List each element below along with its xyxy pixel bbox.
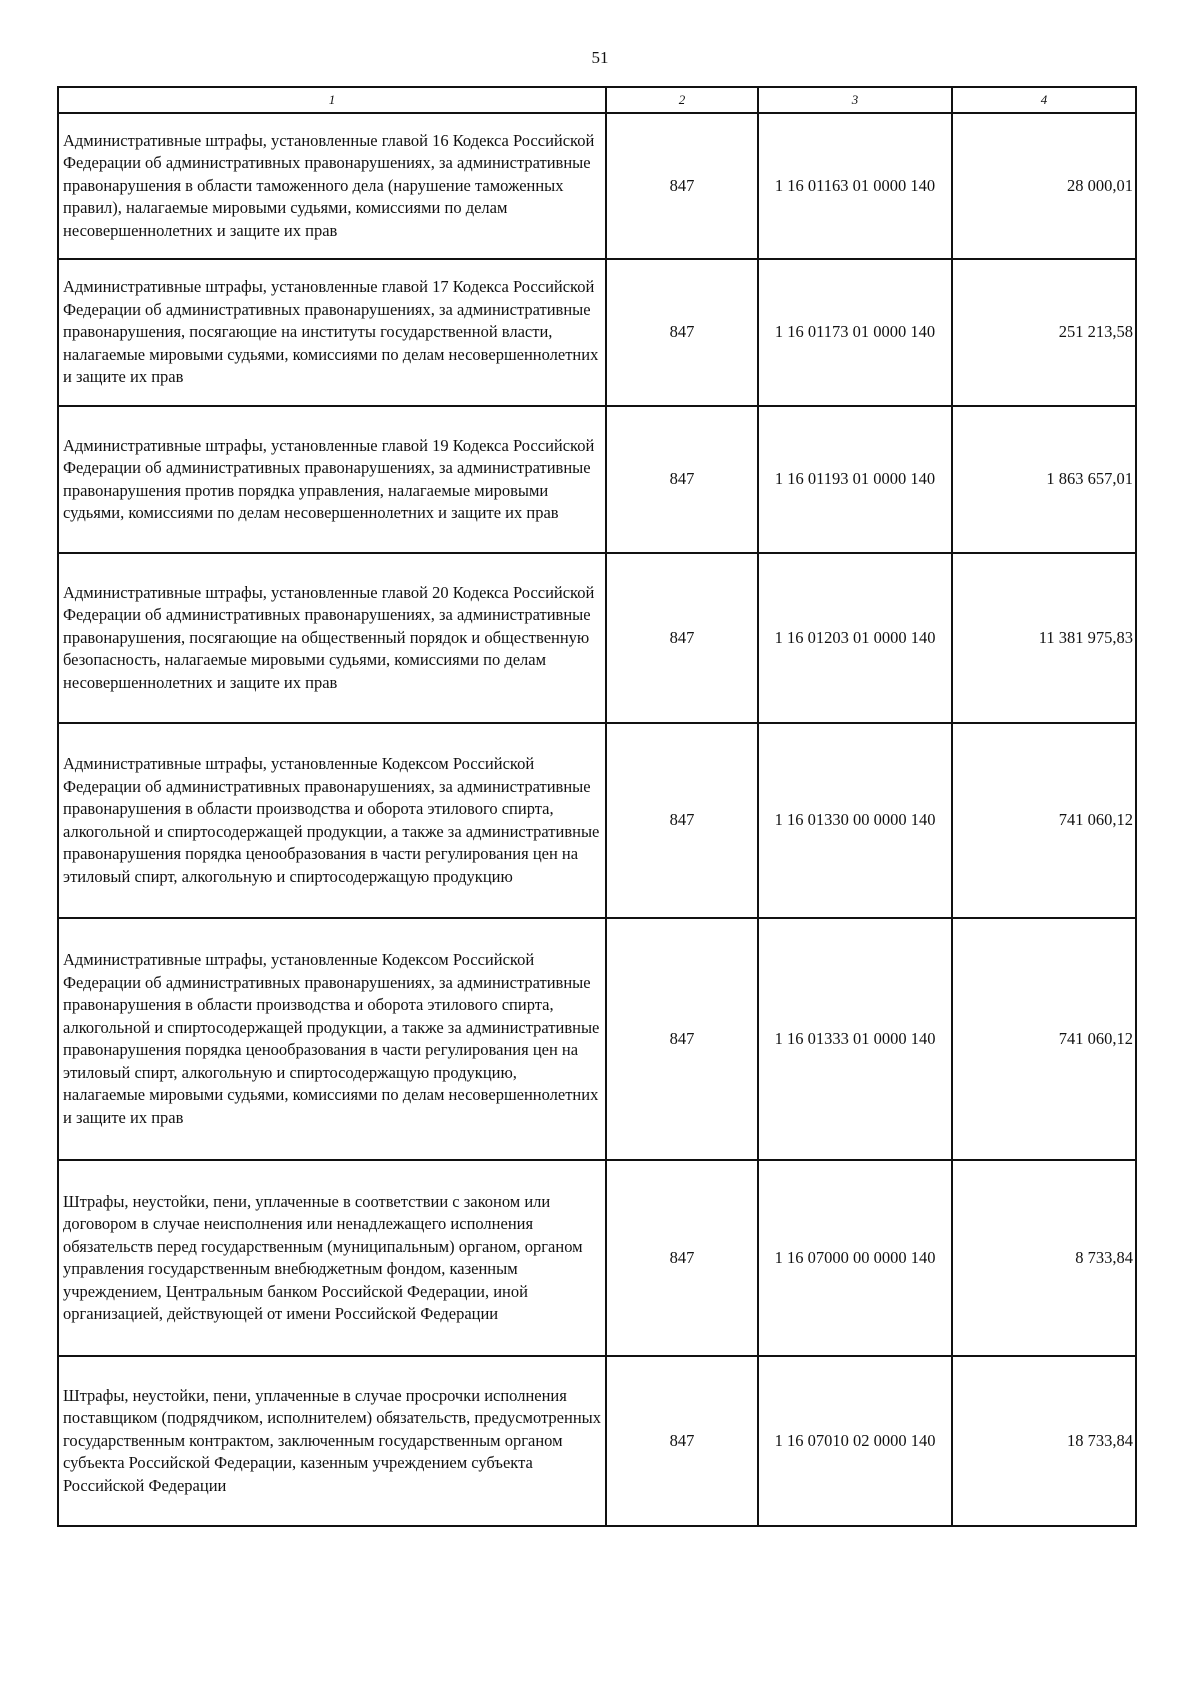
row-admin-code: 847 [606,259,758,406]
header-col-2: 2 [606,87,758,113]
row-name: Административные штрафы, установленные Кодексом Российской Федерации об административных правонарушениях, за административные правонарушения в области производства и оборота этилового спирта, алкогольной и спиртосодержащей продукции, а также за административные правонарушения порядка ценообразования в части регулирования цен на этиловый спирт, алкогольную и спиртосодержащую продукцию, налагаемые мировыми судьями, комиссиями по делам несовершеннолетних и защите их прав [58,918,606,1160]
row-budget-code: 1 16 01193 01 0000 140 [758,406,952,553]
row-amount: 18 733,84 [952,1356,1136,1526]
row-admin-code: 847 [606,918,758,1160]
row-name: Административные штрафы, установленные главой 19 Кодекса Российской Федерации об административных правонарушениях, за административные правонарушения против порядка управления, налагаемые мировыми судьями, комиссиями по делам несовершеннолетних и защите их прав [58,406,606,553]
table-row [58,723,1136,918]
row-amount: 741 060,12 [952,918,1136,1160]
row-budget-code: 1 16 01330 00 0000 140 [758,723,952,918]
row-name: Административные штрафы, установленные главой 16 Кодекса Российской Федерации об административных правонарушениях, за административные правонарушения в области таможенного дела (нарушение таможенных правил), налагаемые мировыми судьями, комиссиями по делам несовершеннолетних и защите их прав [58,113,606,259]
row-amount: 741 060,12 [952,723,1136,918]
row-budget-code: 1 16 01173 01 0000 140 [758,259,952,406]
header-col-4: 4 [952,87,1136,113]
row-name: Административные штрафы, установленные главой 17 Кодекса Российской Федерации об административных правонарушениях, за административные правонарушения, посягающие на институты государственной власти, налагаемые мировыми судьями, комиссиями по делам несовершеннолетних и защите их прав [58,259,606,406]
table-row [58,1356,1136,1526]
row-budget-code: 1 16 07010 02 0000 140 [758,1356,952,1526]
row-amount: 1 863 657,01 [952,406,1136,553]
page-number: 51 [591,48,609,67]
header-col-3: 3 [758,87,952,113]
row-admin-code: 847 [606,406,758,553]
table-row [58,1160,1136,1356]
table-row [58,406,1136,553]
row-amount: 251 213,58 [952,259,1136,406]
row-amount: 11 381 975,83 [952,553,1136,723]
table-row [58,918,1136,1160]
table-body [58,113,1136,1526]
row-amount: 8 733,84 [952,1160,1136,1356]
table-row [58,259,1136,406]
table-header [58,87,1136,113]
row-budget-code: 1 16 07000 00 0000 140 [758,1160,952,1356]
row-budget-code: 1 16 01163 01 0000 140 [758,113,952,259]
row-admin-code: 847 [606,113,758,259]
header-row [58,87,1136,113]
row-name: Штрафы, неустойки, пени, уплаченные в соответствии с законом или договором в случае неисполнения или ненадлежащего исполнения обязательств перед государственным (муниципальным) органом, органом управления государственным внебюджетным фондом, казенным учреждением, Центральным банком Российской Федерации, иной организацией, действующей от имени Российской Федерации [58,1160,606,1356]
row-admin-code: 847 [606,1160,758,1356]
header-col-1: 1 [58,87,606,113]
row-name: Штрафы, неустойки, пени, уплаченные в случае просрочки исполнения поставщиком (подрядчиком, исполнителем) обязательств, предусмотренных государственным контрактом, заключенным государственным органом субъекта Российской Федерации, казенным учреждением субъекта Российской Федерации [58,1356,606,1526]
row-budget-code: 1 16 01203 01 0000 140 [758,553,952,723]
row-budget-code: 1 16 01333 01 0000 140 [758,918,952,1160]
budget-table [57,86,1137,1527]
row-amount: 28 000,01 [952,113,1136,259]
row-name: Административные штрафы, установленные главой 20 Кодекса Российской Федерации об административных правонарушениях, за административные правонарушения, посягающие на общественный порядок и общественную безопасность, налагаемые мировыми судьями, комиссиями по делам несовершеннолетних и защите их прав [58,553,606,723]
table-row [58,553,1136,723]
row-admin-code: 847 [606,553,758,723]
row-admin-code: 847 [606,1356,758,1526]
row-admin-code: 847 [606,723,758,918]
row-name: Административные штрафы, установленные Кодексом Российской Федерации об административных правонарушениях, за административные правонарушения в области производства и оборота этилового спирта, алкогольной и спиртосодержащей продукции, а также за административные правонарушения порядка ценообразования в части регулирования цен на этиловый спирт, алкогольную и спиртосодержащую продукцию [58,723,606,918]
table-row [58,113,1136,259]
